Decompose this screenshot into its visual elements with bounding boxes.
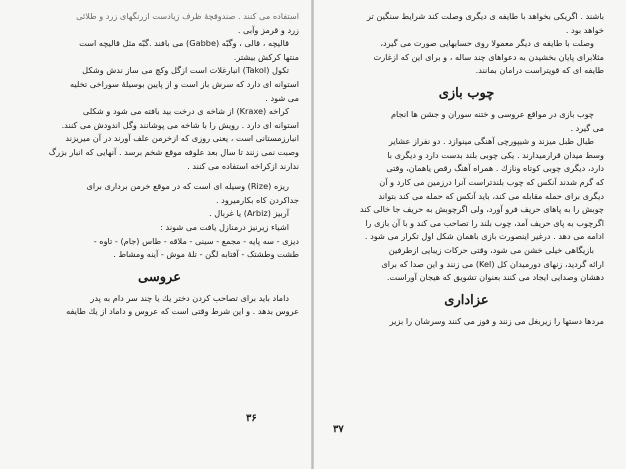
text-line: تکول (Takol) انبارغلات است ازگل وکچ می ساز ندش وشکل <box>82 65 289 76</box>
text-line: خواهد بود . <box>565 24 604 35</box>
text-line: منتها کرکش بیشتر. <box>233 51 299 62</box>
right-page-body-top <box>329 10 604 78</box>
text-line: ریزه (Rize) وسیله ای است که در موقع خرمن برداری برای <box>86 181 289 192</box>
section-heading-mourning: عزاداری <box>444 292 489 308</box>
text-line: استفاده می کنند . صندوقچهٔ ظرف زیادست ازرنگهای زرد و طلائی <box>76 11 299 21</box>
text-line: قالیچه ، قالی ، وگبّه (Gabbe) می بافند .گبّه مثل قالیچه است <box>79 38 289 49</box>
text-line: طشت وطشتک - آفتابه لگن - تلهٔ موش - آینه ومشاط . <box>113 249 299 260</box>
text-line: آربیز (Arbiz) یا غربال . <box>209 208 289 219</box>
right-page-body-middle <box>329 108 604 285</box>
text-line: چوب بازی در مواقع عروسی و ختنه سوران و جشن ها انجام <box>390 108 594 119</box>
text-line: اگرچوب به پای حریف آمد، چوب بلند را تصاحب می کند و با آن بازی را <box>365 217 604 228</box>
right-page-body-bottom <box>329 315 604 329</box>
text-line: انبارزمستانی است ، یعنی روزی که ازخرمن علف آورند در آن میریزند <box>65 133 299 144</box>
text-line: عروس بدهد . و این شرط وقتی است که عروس و داماد از یك طایفه <box>66 306 299 317</box>
text-line: ارائه گردید، زنهای دورمیدان کل (Kel) می زنند و این صدا که برای <box>381 258 604 269</box>
text-line: ادامه می دهد . درغیر اینصورت بازی باهمان شکل اول تکرار می شود . <box>364 231 604 242</box>
text-line: چوبش را به پاهای حریف فرو آورد، ولی اگرچوبش به حریف جا خالی کند <box>360 204 604 215</box>
text-line: استوانه ای دارد که سرش باز است و از پایین بوسیلهٔ سوراخی تخلیه <box>70 78 299 89</box>
text-line: دارد، دیگری چوبی کوتاه ونازك . همراه آهنگ رقص یاهمان، وقتی <box>386 163 604 174</box>
text-line: داماد باید برای تصاحب کردن دختر یك یا چند سر دام به پدر <box>90 292 289 303</box>
text-line: اشیاء زیرنیز درمنازل یافت می شوند : <box>160 221 289 232</box>
text-line: بازیگاهی خیلی خشن می شود، وقتی حرکات زیبایی ازطرفین <box>388 244 594 255</box>
left-page-body-top <box>20 10 299 262</box>
left-page-body-bottom <box>20 292 299 319</box>
text-line: جداکردن کاه بکارمیرود . <box>215 194 299 205</box>
text-line: وصلت با طایفه ی دیگر معمولا روی حسابهایی صورت می گیرد، <box>380 38 594 49</box>
text-line: می گیرد . <box>570 122 604 133</box>
text-line: زرد و قرمز وآبی . <box>237 24 299 35</box>
text-line: دیزی - سه پایه - مجمع - سینی - ملاقه - طاس (جام) - تاوه - <box>93 235 299 246</box>
text-line: ندارند ازکراخه استفاده می کنند . <box>187 160 299 171</box>
right-page <box>313 0 626 469</box>
text-line: مردها دستها را زیربغل می زنند و فوز می کنند وسرشان را بزیر <box>389 315 604 326</box>
page-number-right: ۳۷ <box>333 424 344 435</box>
text-line: باشند . اگریکی بخواهد با طایفه ی دیگری وصلت کند شرایط سنگین تر <box>367 11 604 21</box>
text-line: دهشان وصدایی ایجاد می کنند بعنوان تشویق که هیجان آوراست. <box>386 272 604 283</box>
text-line: دیگری برای حمله مقابله می کند، باید آنکس که حمله می کند بتواند <box>378 190 604 201</box>
text-line: که گرم شدند آنکس که چوب بلندتراست آنرا درزمین می کارد و آن <box>379 176 604 187</box>
text-line: وصبت نمی زنند تا سال بعد علوفه موقع شخم برسد . آنهایی که انبار بزرگ <box>48 146 299 157</box>
section-heading-stick-play: چوب بازی <box>438 85 495 101</box>
section-heading-wedding: عروسی <box>138 269 181 285</box>
text-line: طایفه ای که قویتراست درامان بمانند. <box>475 65 604 76</box>
text-line: وسط میدان قرارمیدارند . یکی چوبی بلند بدست دارد و دیگری با <box>387 149 604 160</box>
text-line: کراخه (Kraxe) از شاخه ی درخت بید بافته می شود و شکلی <box>82 106 289 117</box>
text-line: می شود . <box>265 92 299 103</box>
page-number-left: ۳۶ <box>246 413 257 424</box>
text-line: استوانه ای دارد . رویش را با شاخه می پوشانند وگل اندودش می کنند. <box>61 119 299 130</box>
text-line: طبال طبل میزند و شیپورچی آهنگی مینوازد . دو نفراز عشایر <box>388 136 594 147</box>
text-line: مثلابرای پایان بخشیدن به دعواهای چند ساله ، و برای این که ازغارت <box>373 51 604 62</box>
